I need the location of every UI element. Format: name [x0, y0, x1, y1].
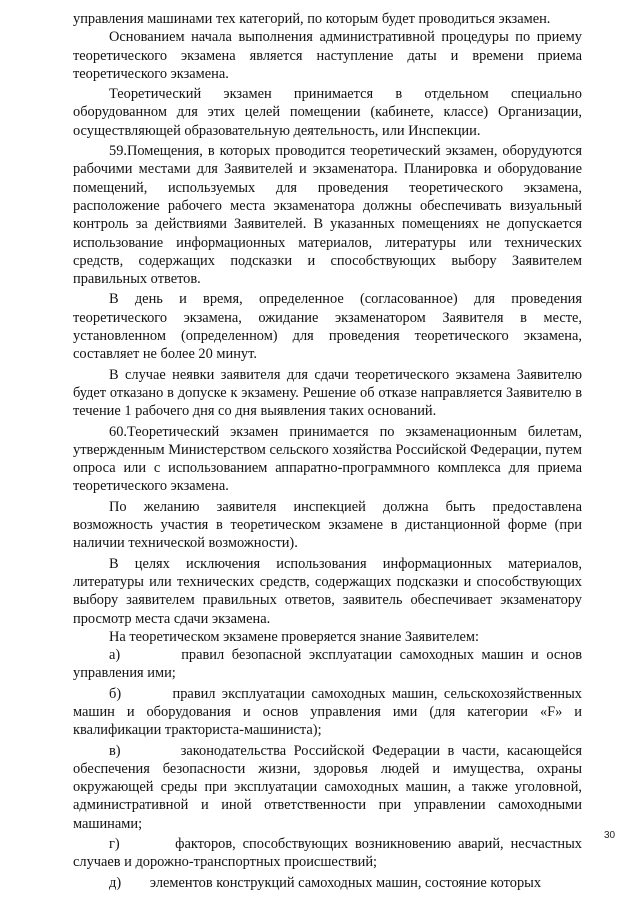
list-item-text: правил безопасной эксплуатации самоходных машин и основ управления ими;	[73, 647, 582, 682]
list-item	[73, 874, 582, 892]
list-marker: а)	[109, 647, 121, 664]
list-marker: б)	[109, 685, 122, 702]
list-item-text: элементов конструкций самоходных машин, состояние которых	[149, 874, 542, 891]
paragraph: По желанию заявителя инспекцией должна быть предоставлена возможность участия в теоретическом экзамене в дистанционной форме (при наличии технической возможности).	[73, 498, 582, 552]
list-item-text: факторов, способствующих возникновению аварий, несчастных случаев и дорожно-транспортных происшествий;	[73, 836, 582, 871]
list-marker: в)	[109, 742, 121, 759]
paragraph: В случае неявки заявителя для сдачи теоретического экзамена Заявителю будет отказано в допуске к экзамену. Решение об отказе направляется Заявителю в течение 1 рабочего дня со дня выявления таких оснований.	[73, 366, 582, 420]
paragraph: 60.Теоретический экзамен принимается по экзаменационным билетам, утвержденным Министерством сельского хозяйства Российской Федерации, путем опроса или с использованием аппаратно-программного комплекса для приема теоретического экзамена.	[73, 423, 582, 495]
list-item	[73, 685, 582, 740]
list-marker: г)	[109, 836, 120, 853]
paragraph: управления машинами тех категорий, по которым будет проводиться экзамен.	[73, 11, 551, 27]
paragraph: В целях исключения использования информационных материалов, литературы или технических средств, содержащих подсказки и способствующих выбору заявителем правильных ответов, заявитель обеспечивает экзаменатору просмотр места сдачи экзамена.	[73, 555, 582, 627]
list-item-text: правил эксплуатации самоходных машин, сельскохозяйственных машин и оборудования и основ управления ими (для категории «F» и квалификации тракториста-машиниста);	[73, 685, 582, 739]
list-item	[73, 646, 582, 683]
list-marker: д)	[109, 874, 122, 891]
paragraph: Теоретический экзамен принимается в отдельном специально оборудованном для этих целей помещении (кабинете, классе) Организации, осуществляющей образовательную деятельность, или Инспекции.	[73, 86, 582, 139]
paragraph: В день и время, определенное (согласованное) для проведения теоретического экзамена, ожидание экзаменатором Заявителя в месте, установленном (определенном) для проведения теоретического экзамена, составляет не более 20 минут.	[73, 291, 582, 363]
paragraph: На теоретическом экзамене проверяется знание Заявителем:	[109, 628, 479, 645]
list-item-text: законодательства Российской Федерации в части, касающейся обеспечения безопасности жизни, здоровья людей и имущества, охраны окружающей среды при эксплуатации самоходных машин, а также уголовной, административной и иной ответственности при управлении самоходными машинами;	[73, 742, 582, 832]
paragraph: Основанием начала выполнения административной процедуры по приему теоретического экзамена является наступление даты и времени приема теоретического экзамена.	[73, 29, 582, 82]
document-text	[73, 10, 582, 892]
list-item	[73, 835, 582, 872]
list-item	[73, 742, 582, 833]
page-number: 30	[604, 830, 616, 841]
paragraph: 59.Помещения, в которых проводится теоретический экзамен, оборудуются рабочими местами для Заявителей и экзаменатора. Планировка и оборудование помещений, используемых для проведения теоретического экзамена, расположение рабочего места экзаменатора должны обеспечивать визуальный контроль за действиями Заявителей. В указанных помещениях не допускается использование информационных материалов, литературы или технических средств, содержащих подсказки и способствующих выбору Заявителем правильных ответов.	[73, 143, 582, 288]
